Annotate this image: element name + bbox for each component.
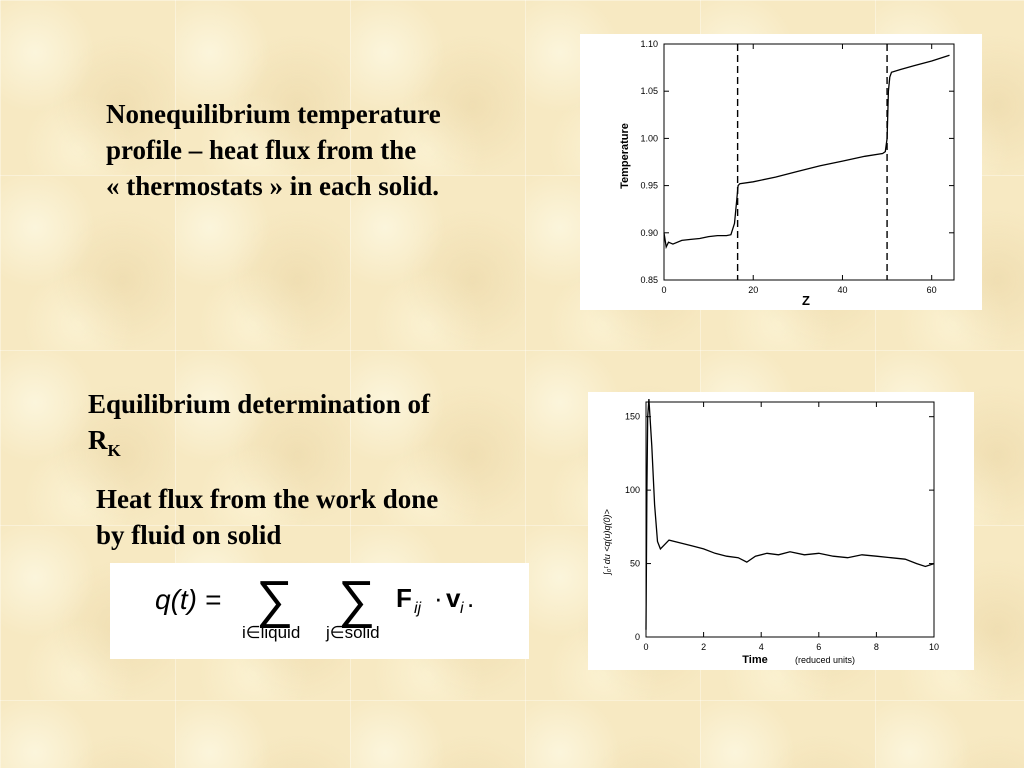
caption-line: by fluid on solid [96, 520, 282, 550]
x-tick-label: 10 [928, 642, 940, 652]
equation-lhs: q(t) = [155, 584, 222, 615]
heat-flux-chart [588, 392, 974, 670]
caption-line [88, 422, 438, 469]
data-series-line [664, 55, 950, 247]
sum-symbol: ∑ [338, 571, 376, 629]
data-series-line [646, 399, 934, 630]
force-symbol: F [396, 583, 412, 613]
caption-line: « thermostats » in each solid. [106, 171, 439, 201]
velocity-subscript: i [460, 600, 464, 617]
x-tick-label: 2 [701, 642, 707, 652]
temperature-chart-panel [580, 34, 982, 310]
velocity-symbol: v [446, 583, 461, 613]
y-tick-label: 50 [629, 558, 640, 569]
caption-line: Nonequilibrium temperature [106, 99, 441, 129]
x-tick-label: 20 [748, 285, 759, 295]
y-axis-label: Temperature [619, 123, 631, 189]
r-symbol: R [88, 425, 108, 455]
x-tick-label: 0 [643, 642, 649, 652]
caption-line: profile – heat flux from the [106, 135, 417, 165]
equation-period: . [467, 583, 475, 613]
x-tick-label: 0 [661, 285, 667, 295]
dot-operator: · [434, 583, 443, 613]
y-tick-label: 0.90 [640, 227, 658, 238]
sum-index-liquid: i∈liquid [242, 623, 301, 642]
equation-svg [110, 563, 529, 659]
x-axis-units: (reduced units) [794, 655, 856, 665]
x-tick-label: 60 [926, 285, 937, 295]
plot-frame [664, 44, 954, 280]
caption-line: Equilibrium determination of [88, 389, 431, 419]
heat-flux-chart-panel [588, 392, 974, 670]
force-subscript: ij [414, 600, 422, 617]
x-tick-label: 4 [758, 642, 764, 652]
y-axis-label: ∫₀ᵗ du <q(u)q(0)> [602, 509, 612, 575]
x-tick-label: 40 [837, 285, 848, 295]
y-tick-label: 1.05 [640, 86, 658, 97]
x-axis-label: Time [742, 654, 768, 666]
y-tick-label: 1.10 [640, 39, 658, 49]
y-tick-label: 0 [634, 632, 640, 642]
x-tick-label: 6 [816, 642, 822, 652]
sum-symbol: ∑ [256, 571, 294, 629]
k-subscript: K [107, 441, 121, 460]
y-tick-label: 0.85 [640, 275, 658, 285]
y-tick-label: 150 [624, 411, 640, 422]
plot-frame [646, 402, 934, 637]
caption-line: Heat flux from the work done [96, 484, 439, 514]
heat-flux-equation [110, 563, 529, 659]
y-tick-label: 0.95 [640, 180, 658, 191]
y-tick-label: 100 [624, 485, 640, 496]
x-tick-label: 8 [873, 642, 879, 652]
temperature-profile-caption [106, 96, 441, 204]
sum-index-solid: j∈solid [326, 623, 380, 642]
temperature-chart [580, 34, 982, 310]
x-axis-label: Z [802, 293, 810, 308]
y-tick-label: 1.00 [640, 133, 658, 144]
kapitza-resistance-caption [88, 386, 438, 553]
